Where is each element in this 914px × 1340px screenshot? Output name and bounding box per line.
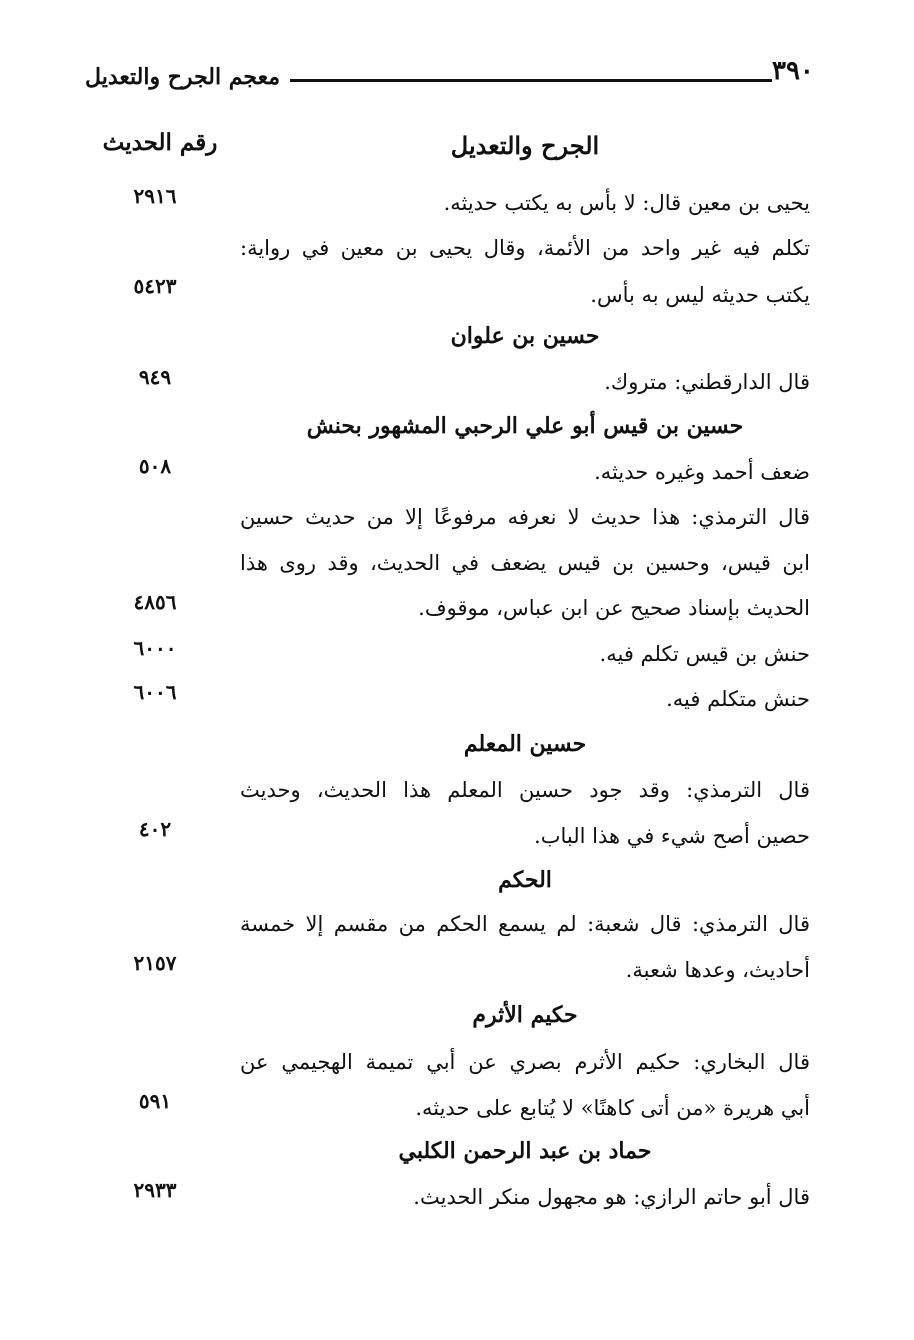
text-line: أبي هريرة «من أتى كاهنًا» لا يُتابع على حديثه. [415,1096,810,1120]
text-line: حصين أصح شيء في هذا الباب. [534,824,810,848]
header-rule [290,79,772,82]
hadith-number: ٥٠٨ [138,454,172,478]
text-line: قال الدارقطني: متروك. [604,370,810,394]
hadith-number: ٥٤٢٣ [133,274,177,298]
hadith-number: ٩٤٩ [138,365,172,389]
page-number: ٣٩٠ [772,56,814,86]
narrator-heading: حسين المعلم [463,731,587,757]
hadith-number: ٢٩١٦ [133,184,177,208]
hadith-number: ٦٠٠٠ [133,636,177,660]
text-line: يكتب حديثه ليس به بأس. [590,283,810,307]
narrator-heading: حسين بن علوان [450,323,600,349]
text-line: قال الترمذي: وقد جود حسين المعلم هذا الحديث، وحديث [240,778,810,802]
hadith-number: ٤٠٢ [138,817,172,841]
text-line: قال الترمذي: هذا حديث لا نعرفه مرفوعًا إلا من حديث حسين [240,505,810,529]
text-line: تكلم فيه غير واحد من الأئمة، وقال يحيى بن معين في رواية: [240,236,810,260]
running-title: معجم الجرح والتعديل [85,64,280,90]
hadith-number: ٢١٥٧ [133,951,177,975]
text-line: قال الترمذي: قال شعبة: لم يسمع الحكم من مقسم إلا خمسة [240,912,810,936]
text-line: ابن قيس، وحسين بن قيس يضعف في الحديث، وقد روى هذا [240,551,810,575]
text-line: قال البخاري: حكيم الأثرم بصري عن أبي تميمة الهجيمي عن [240,1050,810,1074]
text-line: أحاديث، وعدها شعبة. [625,958,810,982]
hadith-number: ٢٩٣٣ [133,1178,177,1202]
narrator-heading: حماد بن عبد الرحمن الكلبي [398,1138,652,1164]
narrator-heading: حكيم الأثرم [472,1002,578,1028]
text-line: حنش بن قيس تكلم فيه. [599,642,810,666]
text-line: حنش متكلم فيه. [666,687,810,711]
text-line: يحيى بن معين قال: لا بأس به يكتب حديثه. [443,191,810,215]
text-line: ضعف أحمد وغيره حديثه. [594,460,810,484]
narrator-heading: حسين بن قيس أبو علي الرحبي المشهور بحنش [306,413,744,439]
hadith-number: ٥٩١ [138,1089,172,1113]
text-line: قال أبو حاتم الرازي: هو مجهول منكر الحديث. [413,1185,810,1209]
hadith-number: ٤٨٥٦ [133,590,177,614]
number-column-heading: رقم الحديث [102,129,218,156]
narrator-heading: الحكم [498,867,552,893]
main-column-heading: الجرح والتعديل [450,131,600,160]
hadith-number: ٦٠٠٦ [133,680,177,704]
text-line: الحديث بإسناد صحيح عن ابن عباس، موقوف. [418,596,810,620]
